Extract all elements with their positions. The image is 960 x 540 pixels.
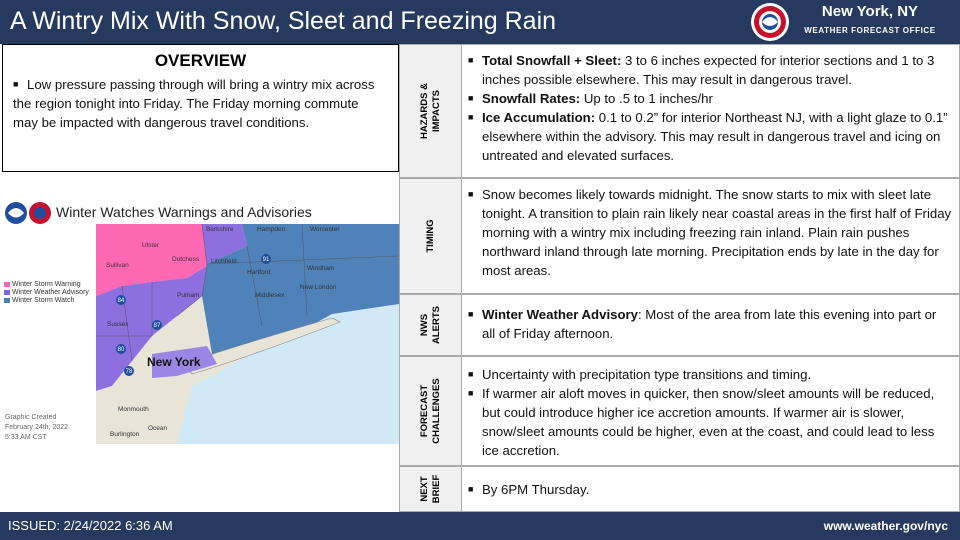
office-city: New York, NY (821, 3, 919, 20)
list-item (468, 365, 952, 384)
section-label: HAZARDS & IMPACTS (418, 83, 442, 139)
list-item (468, 480, 952, 499)
map-label-hwy-78: 78 (125, 369, 133, 375)
item-text: By 6PM Thursday. (482, 482, 590, 497)
map-label-worcester: Worcester (310, 226, 340, 233)
bullet-icon: ■ (13, 79, 19, 89)
footer-bar (0, 512, 960, 540)
map-label-burlington: Burlington (110, 431, 140, 438)
section-label-cell (400, 357, 462, 465)
item-text: Up to .5 to 1 inches/hr (580, 91, 713, 106)
section-hazards (399, 44, 960, 178)
item-text: 0.1 to 0.2” for interior Northeast NJ, with a light glaze to 0.1” elsewhere within the advisory. This may result in dangerous travel and icing on untreated and elevated surfaces. (482, 110, 948, 163)
item-text: If warmer air aloft moves in quicker, then snow/sleet amounts will be reduced, but could introduce higher ice accretion amounts. If warmer air is slower, snow/sleet amounts could be higher, even at the coast, and could lead to less ice accretion. (482, 386, 935, 458)
list-item (468, 384, 952, 460)
bullet-icon: ■ (468, 369, 474, 379)
item-text: Snow becomes likely towards midnight. The snow starts to mix with sleet late tonight. A transition to plain rain likely near coastal areas in the first half of Friday morning with a wintry mix including freezing rain inland. Plain rain pushes northward inland through late morning. Precipitation ends by late in the day for most areas. (482, 187, 952, 278)
legend-swatch (4, 282, 10, 287)
map-label-ulster: Ulster (142, 242, 159, 249)
section-body (468, 51, 952, 165)
bullet-icon: ■ (468, 55, 474, 65)
header-bar (0, 0, 960, 44)
bullet-icon: ■ (468, 189, 474, 199)
section-label-cell (400, 45, 462, 177)
bullet-icon: ■ (468, 484, 474, 494)
website-link[interactable]: www.weather.gov/nyc (823, 519, 948, 533)
list-item (468, 89, 952, 108)
map-label-hartford: Hartford (247, 269, 271, 276)
section-next-brief (399, 466, 960, 512)
overview-body: Low pressure passing through will bring a wintry mix across the region tonight into Friday. The Friday morning commute may be impacted with dangerous travel conditions. (13, 77, 375, 130)
map-label-putnam: Putnam (177, 292, 200, 299)
legend-label: Winter Storm Watch (12, 297, 75, 304)
overview-panel (2, 44, 399, 172)
map-label-hwy-91: 91 (262, 257, 270, 263)
section-label: NEXT BRIEF (418, 474, 442, 504)
bullet-icon: ■ (468, 309, 474, 319)
list-item (468, 185, 952, 280)
item-heading: Winter Weather Advisory (482, 307, 638, 322)
section-label-cell (400, 467, 462, 511)
section-label-cell (400, 179, 462, 293)
map-label-new-london: New London (300, 284, 337, 291)
section-challenges (399, 356, 960, 466)
map-label-sussex: Sussex (107, 321, 129, 328)
legend-label: Winter Weather Advisory (12, 289, 89, 296)
warnings-map (2, 186, 399, 444)
legend-label: Winter Storm Warning (12, 281, 81, 288)
legend-swatch (4, 298, 10, 303)
bullet-icon: ■ (468, 112, 474, 122)
item-text: Uncertainty with precipitation type transitions and timing. (482, 367, 812, 382)
section-label: NWS ALERTS (418, 306, 442, 344)
map-credit-time: 5:33 AM CST (5, 434, 47, 441)
section-body (468, 480, 952, 499)
section-label-cell (400, 295, 462, 355)
nws-logo-icon (748, 0, 792, 44)
overview-text (13, 75, 378, 132)
section-body (468, 365, 952, 460)
overview-heading: OVERVIEW (154, 51, 247, 70)
map-label-sullivan: Sullivan (106, 262, 129, 269)
issued-timestamp: ISSUED: 2/24/2022 6:36 AM (8, 518, 173, 533)
section-body (468, 305, 952, 343)
legend-item-advisory (4, 289, 89, 296)
map-title: Winter Watches Warnings and Advisories (56, 204, 312, 220)
section-label: FORECAST CHALLENGES (418, 378, 442, 444)
legend-swatch (4, 290, 10, 295)
list-item (468, 305, 952, 343)
map-label-middlesex: Middlesex (255, 292, 285, 299)
map-label-windham: Windham (307, 265, 335, 272)
section-body (468, 185, 952, 280)
map-label-dutchess: Dutchess (172, 256, 200, 263)
item-heading: Snowfall Rates: (482, 91, 581, 106)
map-label-new-york: New York (147, 355, 201, 369)
map-label-hwy-84: 84 (117, 298, 125, 304)
item-heading: Total Snowfall + Sleet: (482, 53, 622, 68)
legend-item-warning (4, 281, 81, 288)
list-item (468, 108, 952, 165)
item-text: 3 to 6 inches expected for interior sections and 1 to 3 inches possible elsewhere. This may result in dangerous travel. (482, 53, 935, 87)
bullet-icon: ■ (468, 93, 474, 103)
item-heading: Ice Accumulation: (482, 110, 596, 125)
map-label-hampden: Hampden (257, 226, 286, 233)
map-label-hwy-87: 87 (153, 323, 161, 329)
bullet-icon: ■ (468, 388, 474, 398)
section-label: TIMING (424, 219, 436, 253)
item-text: : Most of the area from late this evening into part or all of Friday afternoon. (482, 307, 937, 341)
office-name: WEATHER FORECAST OFFICE (804, 26, 936, 35)
map-label-litchfield: Litchfield (211, 258, 237, 265)
section-timing (399, 178, 960, 294)
map-label-hwy-80: 80 (117, 347, 125, 353)
map-label-ocean: Ocean (148, 425, 168, 432)
warnings-map-graphic (2, 186, 399, 444)
page-title: A Wintry Mix With Snow, Sleet and Freezing Rain (10, 7, 557, 35)
map-label-monmouth: Monmouth (118, 406, 149, 413)
section-alerts (399, 294, 960, 356)
legend-item-watch (4, 297, 74, 304)
map-label-berkshire: Berkshire (206, 226, 234, 233)
map-credit-date: February 24th, 2022 (5, 424, 69, 431)
list-item (468, 51, 952, 89)
map-credit-line: Graphic Created (5, 414, 57, 421)
